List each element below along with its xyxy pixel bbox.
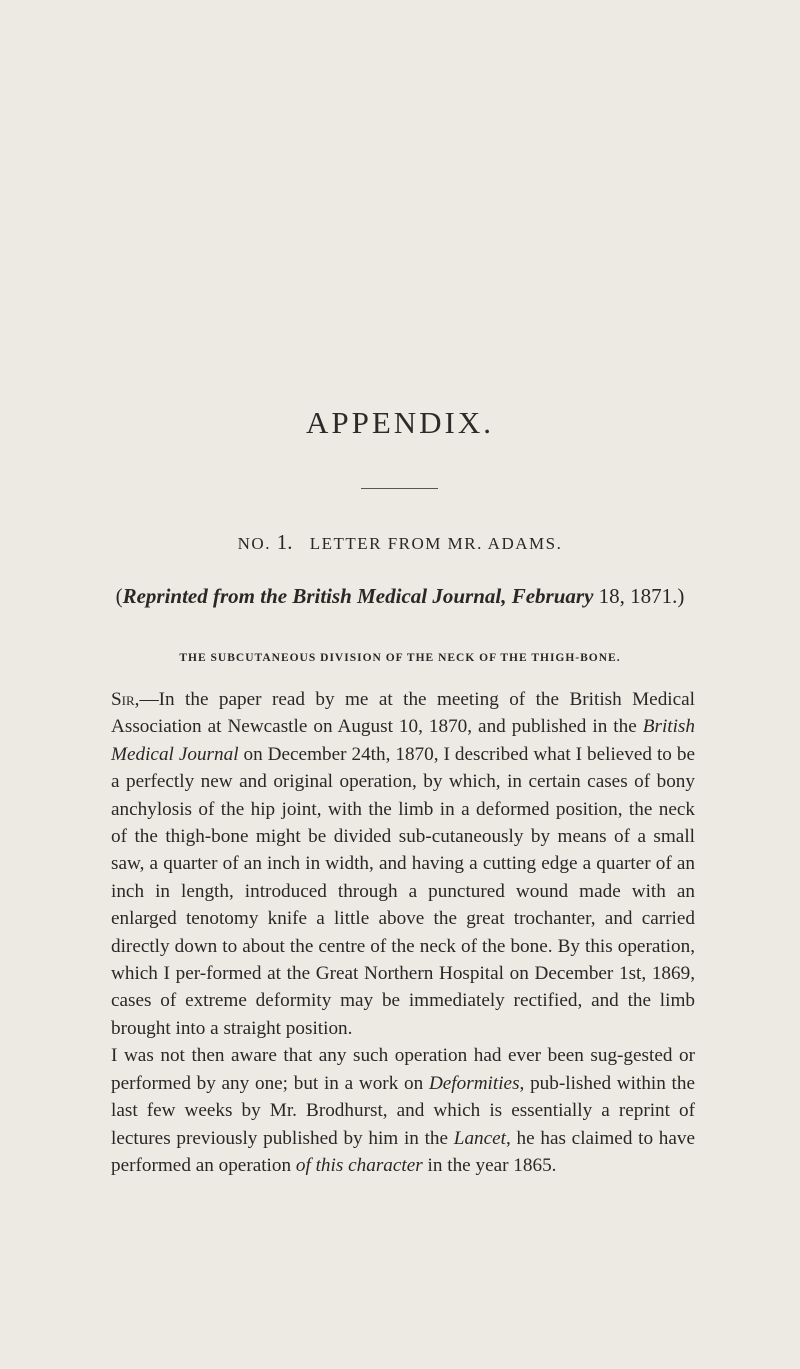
- subtitle-number: 1.: [276, 530, 293, 554]
- subtitle-text: LETTER FROM MR. ADAMS.: [309, 534, 563, 553]
- paragraph-1: [111, 686, 695, 1042]
- letter-body: [111, 686, 695, 1179]
- reprint-date: 18, 1871.): [598, 584, 685, 608]
- salutation: Sir,: [111, 689, 140, 710]
- journal-name: British Medical Journal: [111, 716, 695, 765]
- appendix-title: APPENDIX.: [305, 405, 495, 440]
- subtitle-prefix: NO.: [237, 534, 271, 553]
- section-heading: THE SUBCUTANEOUS DIVISION OF THE NECK OF THE THIGH-BONE.: [179, 652, 621, 664]
- paragraph-2: [111, 1042, 695, 1179]
- reprint-note: [0, 584, 800, 609]
- paragraph-1-text-b: on December 24th, 1870, I described what I believed to be a perfectly new and original operation, by which, in certain cases of bony anchylosis of the hip joint, with the limb in a deformed position, the neck of the thigh-bone might be divided sub-cutaneously by means of a small saw, a quarter of an inch in width, and having a cutting edge a quarter of an inch in length, introduced through a punctured wound made with an enlarged tenotomy knife a little above the great trochanter, and carried directly down to about the centre of the neck of the bone. By this operation, which I per-formed at the Great Northern Hospital on December 1st, 1869, cases of extreme deformity may be immediately rectified, and the limb brought into a straight position.: [111, 743, 695, 1039]
- italic-phrase: of this character: [295, 1154, 423, 1176]
- lancet-title: Lancet: [453, 1127, 507, 1149]
- paragraph-2-text-a: I was not then aware that any such operation had ever been sug-gested or performed by any one; but in a work on: [111, 1045, 695, 1094]
- letter-subtitle: [0, 530, 800, 555]
- paragraph-2-text-d: in the year 1865.: [422, 1154, 557, 1176]
- reprint-month: February: [511, 584, 594, 608]
- work-title: Deformities: [428, 1072, 520, 1094]
- reprint-source: Reprinted from the British Medical Journal,: [122, 584, 507, 608]
- title-divider: [361, 488, 438, 489]
- paragraph-2-text-c: , he has claimed to have performed an operation: [111, 1127, 696, 1176]
- reprint-open-paren: (: [115, 584, 123, 608]
- paragraph-2-text-b: , pub-lished within the last few weeks by Mr. Brodhurst, and which is essentially a reprint of lectures previously published by him in the: [111, 1072, 695, 1149]
- paragraph-1-text-a: —In the paper read by me at the meeting of the British Medical Association at Newcastle on August 10, 1870, and published in the: [111, 689, 695, 738]
